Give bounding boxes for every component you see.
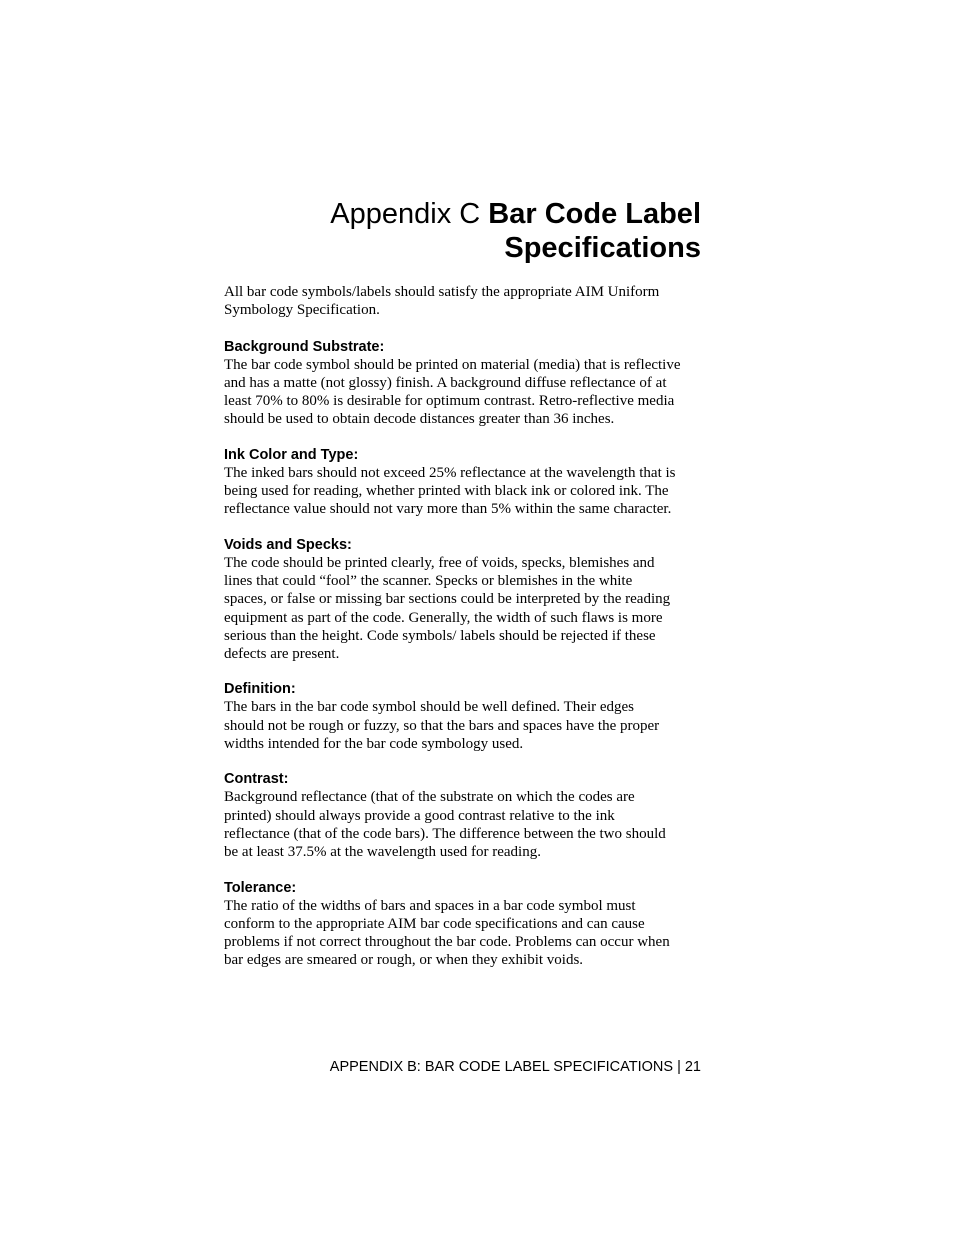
section-voids-and-specks [224, 536, 704, 664]
section-heading: Contrast: [224, 771, 289, 788]
main-content [224, 283, 704, 987]
section-heading: Definition: [224, 681, 296, 698]
page-title [224, 197, 701, 265]
title-prefix: Appendix C [330, 198, 489, 230]
section-body: The bars in the bar code symbol should be well defined. Their edges should not be rough or fuzzy, so that the bars and spaces have the proper widths intended for the bar code symbology used. [224, 699, 660, 753]
section-heading: Ink Color and Type: [224, 446, 359, 463]
page-footer: APPENDIX B: BAR CODE LABEL SPECIFICATIONS | 21 [329, 1059, 701, 1075]
section-tolerance [224, 879, 704, 970]
section-body: The code should be printed clearly, free of voids, specks, blemishes and lines that could “fool” the scanner. Specks or blemishes in the white spaces, or false or missing bar sections could be interpreted by the reading equipment as part of the code. Generally, the width of such flaws is more serious than the height. Code symbols/ labels should be rejected if these defects are present. [224, 554, 671, 663]
title-main: Bar Code Label Specifications [488, 198, 701, 264]
section-ink-color-and-type [224, 446, 704, 519]
section-body: The ratio of the widths of bars and spaces in a bar code symbol must conform to the appropriate AIM bar code specifications and can cause problems if not correct throughout the bar code. Problems can occur when bar edges are smeared or rough, or when they exhibit voids. [224, 897, 670, 969]
intro-paragraph: All bar code symbols/labels should satisfy the appropriate AIM Uniform Symbology Specification. [224, 284, 660, 319]
section-heading: Tolerance: [224, 879, 297, 896]
section-background-substrate [224, 338, 704, 429]
section-body: The inked bars should not exceed 25% reflectance at the wavelength that is being used for reading, whether printed with black ink or colored ink. The reflectance value should not vary more than 5% within the same character. [224, 464, 676, 518]
section-heading: Background Substrate: [224, 338, 385, 355]
section-definition [224, 680, 704, 753]
section-body: The bar code symbol should be printed on material (media) that is reflective and has a matte (not glossy) finish. A background diffuse reflectance of at least 70% to 80% is desirable for optimum contrast. Retro-reflective media should be used to obtain decode distances greater than 36 inches. [224, 356, 681, 428]
section-heading: Voids and Specks: [224, 536, 352, 553]
section-contrast [224, 770, 704, 861]
section-body: Background reflectance (that of the substrate on which the codes are printed) should always provide a good contrast relative to the ink reflectance (that of the code bars). The difference between the two should be at least 37.5% at the wavelength used for reading. [224, 789, 666, 861]
